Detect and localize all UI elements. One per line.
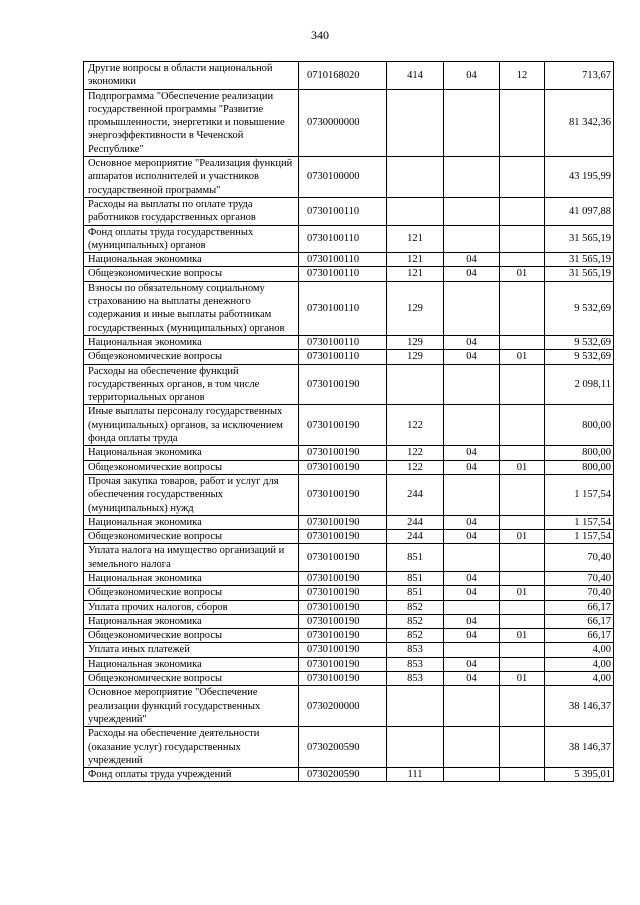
row-code: 0730100190: [299, 544, 387, 572]
row-section: [444, 768, 500, 782]
row-name: Общеэкономические вопросы: [84, 530, 299, 544]
row-amount: 713,67: [545, 62, 614, 90]
row-code: 0730200590: [299, 768, 387, 782]
row-section: [444, 474, 500, 515]
row-code: 0730100110: [299, 335, 387, 349]
row-code: 0730100190: [299, 446, 387, 460]
row-section: 04: [444, 267, 500, 281]
row-amount: 800,00: [545, 460, 614, 474]
row-name: Общеэкономические вопросы: [84, 586, 299, 600]
table-row: [84, 350, 614, 364]
table-row: [84, 614, 614, 628]
row-expense-type: 129: [387, 281, 444, 335]
row-subsection: [500, 657, 545, 671]
row-subsection: [500, 768, 545, 782]
budget-table-body: [84, 62, 614, 782]
row-expense-type: 853: [387, 672, 444, 686]
row-expense-type: 129: [387, 350, 444, 364]
row-expense-type: 853: [387, 643, 444, 657]
row-name: Общеэкономические вопросы: [84, 267, 299, 281]
table-row: [84, 460, 614, 474]
row-subsection: [500, 544, 545, 572]
row-expense-type: [387, 686, 444, 727]
row-name: Общеэкономические вопросы: [84, 629, 299, 643]
row-section: 04: [444, 253, 500, 267]
row-section: [444, 600, 500, 614]
row-code: 0730100190: [299, 672, 387, 686]
row-amount: 4,00: [545, 672, 614, 686]
row-section: [444, 643, 500, 657]
row-code: 0730100190: [299, 643, 387, 657]
row-subsection: 01: [500, 460, 545, 474]
row-subsection: [500, 727, 545, 768]
row-section: 04: [444, 672, 500, 686]
row-subsection: [500, 197, 545, 225]
table-row: [84, 446, 614, 460]
row-amount: 81 342,36: [545, 89, 614, 156]
row-code: 0730100190: [299, 364, 387, 405]
row-section: [444, 405, 500, 446]
table-row: [84, 281, 614, 335]
row-code: 0730100190: [299, 657, 387, 671]
row-expense-type: 122: [387, 405, 444, 446]
row-section: 04: [444, 530, 500, 544]
table-row: [84, 335, 614, 349]
row-amount: 70,40: [545, 586, 614, 600]
row-subsection: [500, 281, 545, 335]
row-subsection: 01: [500, 530, 545, 544]
row-subsection: 01: [500, 672, 545, 686]
row-section: 04: [444, 629, 500, 643]
row-amount: 800,00: [545, 405, 614, 446]
row-expense-type: 129: [387, 335, 444, 349]
row-amount: 41 097,88: [545, 197, 614, 225]
table-row: [84, 515, 614, 529]
row-amount: 38 146,37: [545, 727, 614, 768]
row-name: Национальная экономика: [84, 614, 299, 628]
row-code: 0730100190: [299, 600, 387, 614]
row-amount: 800,00: [545, 446, 614, 460]
row-code: 0730100190: [299, 586, 387, 600]
row-expense-type: 122: [387, 460, 444, 474]
row-code: 0730000000: [299, 89, 387, 156]
row-subsection: [500, 405, 545, 446]
row-amount: 38 146,37: [545, 686, 614, 727]
row-section: 04: [444, 350, 500, 364]
table-row: [84, 544, 614, 572]
row-expense-type: 853: [387, 657, 444, 671]
table-row: [84, 657, 614, 671]
row-name: Фонд оплаты труда учреждений: [84, 768, 299, 782]
row-amount: 31 565,19: [545, 225, 614, 253]
row-expense-type: 244: [387, 530, 444, 544]
row-section: [444, 364, 500, 405]
row-section: 04: [444, 515, 500, 529]
row-expense-type: 111: [387, 768, 444, 782]
table-row: [84, 768, 614, 782]
row-section: 04: [444, 446, 500, 460]
row-name: Взносы по обязательному социальному страхованию на выплаты денежного содержания и иные выплаты работникам государственных (муниципальных) органов: [84, 281, 299, 335]
row-section: 04: [444, 614, 500, 628]
table-row: [84, 586, 614, 600]
row-name: Другие вопросы в области национальной экономики: [84, 62, 299, 90]
row-subsection: [500, 157, 545, 198]
row-expense-type: [387, 364, 444, 405]
row-code: 0730100110: [299, 281, 387, 335]
row-amount: 66,17: [545, 629, 614, 643]
table-row: [84, 600, 614, 614]
row-amount: 1 157,54: [545, 474, 614, 515]
row-name: Иные выплаты персоналу государственных (муниципальных) органов, за исключением фонда оплаты труда: [84, 405, 299, 446]
row-amount: 66,17: [545, 614, 614, 628]
row-section: [444, 544, 500, 572]
row-subsection: [500, 643, 545, 657]
row-subsection: [500, 364, 545, 405]
row-subsection: [500, 446, 545, 460]
row-code: 0730100110: [299, 197, 387, 225]
row-name: Основное мероприятие "Обеспечение реализации функций государственных учреждений": [84, 686, 299, 727]
row-section: 04: [444, 460, 500, 474]
table-row: [84, 253, 614, 267]
row-section: [444, 281, 500, 335]
table-row: [84, 727, 614, 768]
row-name: Расходы на обеспечение функций государственных органов, в том числе территориальных органов: [84, 364, 299, 405]
row-amount: 4,00: [545, 643, 614, 657]
row-subsection: [500, 600, 545, 614]
table-row: [84, 157, 614, 198]
row-name: Национальная экономика: [84, 446, 299, 460]
row-name: Уплата прочих налогов, сборов: [84, 600, 299, 614]
table-row: [84, 629, 614, 643]
row-code: 0730100190: [299, 571, 387, 585]
row-amount: 9 532,69: [545, 281, 614, 335]
row-code: 0730100110: [299, 225, 387, 253]
row-code: 0730200590: [299, 727, 387, 768]
row-subsection: 01: [500, 586, 545, 600]
row-expense-type: 244: [387, 474, 444, 515]
row-code: 0730100000: [299, 157, 387, 198]
table-row: [84, 197, 614, 225]
row-amount: 66,17: [545, 600, 614, 614]
row-code: 0730100190: [299, 405, 387, 446]
row-section: [444, 686, 500, 727]
row-code: 0730100110: [299, 267, 387, 281]
row-amount: 9 532,69: [545, 350, 614, 364]
row-amount: 2 098,11: [545, 364, 614, 405]
table-row: [84, 571, 614, 585]
row-section: 04: [444, 335, 500, 349]
row-expense-type: 121: [387, 225, 444, 253]
row-expense-type: 121: [387, 267, 444, 281]
table-row: [84, 364, 614, 405]
row-section: [444, 225, 500, 253]
row-section: 04: [444, 62, 500, 90]
row-section: 04: [444, 657, 500, 671]
row-expense-type: 851: [387, 544, 444, 572]
row-subsection: [500, 89, 545, 156]
row-section: [444, 89, 500, 156]
table-row: [84, 405, 614, 446]
row-code: 0730200000: [299, 686, 387, 727]
table-row: [84, 474, 614, 515]
table-row: [84, 89, 614, 156]
table-row: [84, 62, 614, 90]
row-section: [444, 197, 500, 225]
row-subsection: [500, 686, 545, 727]
row-code: 0730100190: [299, 515, 387, 529]
row-subsection: [500, 225, 545, 253]
page-number: 340: [311, 28, 329, 42]
row-name: Национальная экономика: [84, 335, 299, 349]
table-row: [84, 686, 614, 727]
row-code: 0710168020: [299, 62, 387, 90]
table-row: [84, 225, 614, 253]
row-name: Уплата налога на имущество организаций и земельного налога: [84, 544, 299, 572]
row-name: Общеэкономические вопросы: [84, 350, 299, 364]
row-expense-type: 851: [387, 586, 444, 600]
row-amount: 4,00: [545, 657, 614, 671]
row-subsection: [500, 474, 545, 515]
row-expense-type: 851: [387, 571, 444, 585]
row-amount: 1 157,54: [545, 515, 614, 529]
row-expense-type: 852: [387, 629, 444, 643]
row-subsection: [500, 515, 545, 529]
row-amount: 1 157,54: [545, 530, 614, 544]
row-name: Национальная экономика: [84, 657, 299, 671]
row-name: Национальная экономика: [84, 253, 299, 267]
row-amount: 5 395,01: [545, 768, 614, 782]
table-row: [84, 530, 614, 544]
row-expense-type: 122: [387, 446, 444, 460]
row-subsection: [500, 335, 545, 349]
row-name: Прочая закупка товаров, работ и услуг для обеспечения государственных (муниципальных) нужд: [84, 474, 299, 515]
row-name: Общеэкономические вопросы: [84, 672, 299, 686]
row-amount: 9 532,69: [545, 335, 614, 349]
row-code: 0730100190: [299, 614, 387, 628]
row-subsection: 01: [500, 267, 545, 281]
table-row: [84, 267, 614, 281]
row-expense-type: 414: [387, 62, 444, 90]
row-name: Фонд оплаты труда государственных (муниципальных) органов: [84, 225, 299, 253]
row-expense-type: [387, 727, 444, 768]
row-subsection: 12: [500, 62, 545, 90]
row-expense-type: 244: [387, 515, 444, 529]
row-name: Основное мероприятие "Реализация функций аппаратов исполнителей и участников государственной программы": [84, 157, 299, 198]
row-expense-type: 121: [387, 253, 444, 267]
row-name: Общеэкономические вопросы: [84, 460, 299, 474]
row-code: 0730100110: [299, 350, 387, 364]
row-amount: 31 565,19: [545, 253, 614, 267]
row-name: Подпрограмма "Обеспечение реализации государственной программы "Развитие промышленности, энергетики и повышение энергоэффективности в Чеченской Республике": [84, 89, 299, 156]
row-section: 04: [444, 586, 500, 600]
row-subsection: 01: [500, 629, 545, 643]
table-row: [84, 672, 614, 686]
row-amount: 43 195,99: [545, 157, 614, 198]
row-subsection: [500, 614, 545, 628]
row-subsection: [500, 571, 545, 585]
row-code: 0730100190: [299, 629, 387, 643]
row-code: 0730100190: [299, 530, 387, 544]
row-expense-type: [387, 197, 444, 225]
table-row: [84, 643, 614, 657]
row-amount: 70,40: [545, 544, 614, 572]
row-name: Расходы на обеспечение деятельности (оказание услуг) государственных учреждений: [84, 727, 299, 768]
row-section: [444, 727, 500, 768]
row-expense-type: 852: [387, 614, 444, 628]
row-name: Национальная экономика: [84, 515, 299, 529]
row-code: 0730100190: [299, 460, 387, 474]
row-expense-type: 852: [387, 600, 444, 614]
row-name: Уплата иных платежей: [84, 643, 299, 657]
row-code: 0730100110: [299, 253, 387, 267]
row-name: Расходы на выплаты по оплате труда работников государственных органов: [84, 197, 299, 225]
row-expense-type: [387, 157, 444, 198]
row-name: Национальная экономика: [84, 571, 299, 585]
row-section: 04: [444, 571, 500, 585]
row-subsection: 01: [500, 350, 545, 364]
row-expense-type: [387, 89, 444, 156]
row-subsection: [500, 253, 545, 267]
row-section: [444, 157, 500, 198]
row-code: 0730100190: [299, 474, 387, 515]
row-amount: 31 565,19: [545, 267, 614, 281]
row-amount: 70,40: [545, 571, 614, 585]
budget-table: [83, 61, 614, 782]
